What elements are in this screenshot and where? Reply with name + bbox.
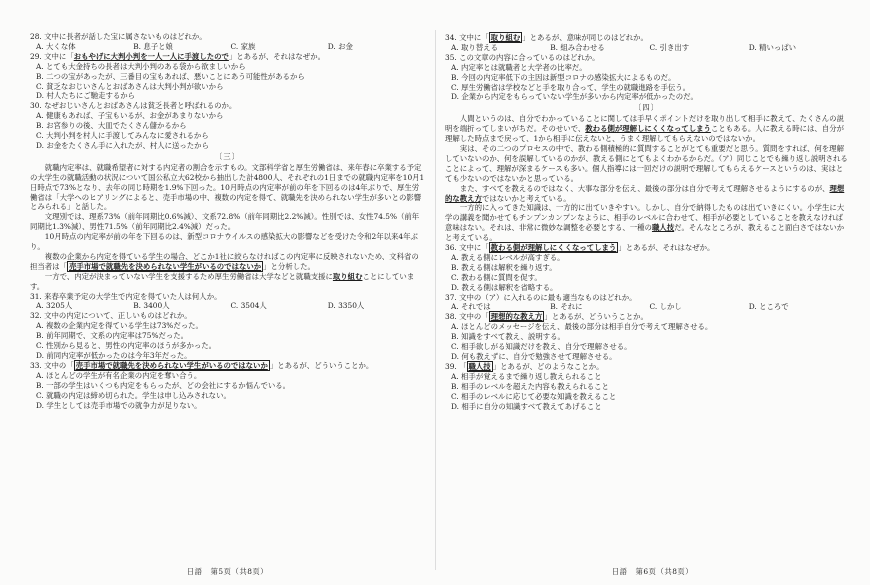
option-d: D. 教える側は解釈を省略する。 [451,282,558,292]
option-c: C. 相手欲しがる知識だけを教え、自分で理解させる。 [451,342,632,352]
page-footer: 日語 第5页（共8页） [186,567,269,576]
option-c: C. 厚生労働省は学校などと手を取り合って、学生の就職進路を手伝う。 [451,82,691,92]
option-c: C. 貧乏なおじいさんとおばあさんは大判小判が欲いから [36,81,224,91]
section-heading-4: 〔四〕 [633,103,660,113]
option-b: B. 二つの宝があったが、三番目の宝もあれば、悪いことにあう可能性があるから [36,71,305,81]
option-b: B. 教える側は解釈を繰り返す。 [451,262,557,272]
option-c: C. 大判小判を村人に手渡してみんなに愛されるから [36,131,209,141]
question-34: 34. 文中に「 取り組む 」とあるが、意味が同じのはどれか。 [445,33,648,42]
option-a: A. とても大金持ちの長者は大判小判のある袋から欲ましいから [36,61,246,71]
option-d: D. 3350人 [327,301,365,311]
option-b: B. 3400人 [133,301,170,311]
option-d: D. 前同内定率が低かったのは今年3年だった。 [36,351,192,360]
option-a: A. ほとんどの学生が有名企業の内定を奪い合う。 [36,370,202,380]
question-34-options [451,43,848,53]
option-b: B. それに [550,302,583,312]
option-c: C. しかし [649,302,682,312]
option-b: B. 知識をすべて教え、説明する。 [451,332,565,342]
passage-paragraph: 10月時点の内定率が前の年を下回るのは、新型コロナウイルスの感染拡大の影響などを受けた令和2年以来4年ぶり。 [30,232,418,252]
option-d: D. お金 [327,41,353,51]
question-28: 28. 文中に長者が話した宝に属さないものはどれか。 [30,32,207,41]
passage-paragraph: 一方で、内定が決まっていない学生を支援するため厚生労働省は大学などと就職支援に取り組むことにしています。 [30,271,415,291]
option-b: B. 相手のレベルを超えた内容も教えられること [451,381,609,391]
option-c: C. 教わる側に質問を促す。 [451,272,542,282]
question-31: 31. 来春卒業予定の大学生で内定を得ていた人は何人か。 [30,291,222,301]
option-d: D. 村人たちにご馳走するから [36,91,136,101]
option-d: D. ところで [748,302,789,312]
option-a: A. 健康もあれば、子宝もいるが、お金があまりないから [36,111,224,121]
option-a: A. 複数の企業内定を得ている学生は73%だった。 [36,321,203,331]
underlined-quote: 教わる側が理解しにくくなってしまう [490,243,617,253]
question-39: 39. 「 職人技 」とあるが、どのようなことか。 [445,361,604,371]
question-33: 33. 文中の「 売手市場で就職先を決められない学生がいるのではないか 」とあるが、どういうことか。 [30,360,374,370]
question-29: 29. 文中に「おもやげに大判小判を一人一人に手渡したので」とあるが、それはなぜか。 [30,51,325,61]
option-a: A. 取り替える [451,42,498,52]
question-36: 36. 文中に「 教わる側が理解しにくくなってしまう 」とあるが、それはなぜか。 [445,243,715,253]
option-d: D. お金をたくさん手に入れたが、村人に送ったから [36,140,209,150]
page-6 [435,0,870,585]
option-c: C. 引き出す [649,42,690,52]
option-d: D. 相手に自分の知識すべて教えてあげること [451,401,602,411]
option-a: A. 相手が覚えるまで繰り返し教えられること [451,371,602,381]
passage-paragraph: 複数の企業から内定を得ている学生の場合、どこか1社に絞らなければこの内定率に反映されないため、文科省の担当者は「 売手市場で就職先を決められない学生がいるのではないか 」と分析した。 [30,251,419,271]
option-b: B. 前年同期で、文系の内定率は75%だった。 [36,331,189,341]
underlined-quote: 取り組む [490,33,521,42]
underlined-quote: 売手市場で就職先を決められない学生がいるのではないか [68,261,262,271]
question-28-options [36,42,425,52]
option-b: B. 息子と娘 [133,41,173,51]
option-c: C. 性別から見ると、男性の内定率のほうが多かった。 [36,341,217,351]
option-d: D. 精いっぱい [748,42,797,52]
question-32: 32. 文中の内定について、正しいものはどれか。 [30,311,192,321]
option-d: D. 企業から内定をもらっていない学生が多いから内定率が低かったのだ。 [451,92,698,102]
option-a: A. 3205人 [36,301,73,311]
passage-paragraph: 一方的に入ってきた知識は、一方的に出ていきやすい。しかし、自分で納得したものは出ていきにくい。小学生に大学の講義を聞かせてもチンプンカンプンなように、相手のレベルに合わせて、相手が必要としていることを教えなければ意味はない。それは、非常に微妙な調整を必要とする、一種の職人技だ。そんなところが、教えること面白さではないかと考えている。 [445,203,845,243]
underlined-quote: おもやげに大判小判を一人一人に手渡したので [73,51,229,61]
passage-paragraph: また、すべてを教えるのではなく、大事な部分を伝え、最後の部分は自分で考えて理解させるようにするのが、理想的な教え方ではないかと考えている。 [445,183,845,203]
option-c: C. 相手のレベルに応じて必要な知識を教えること [451,391,617,401]
question-38: 38. 文中の「 理想的な教え方 」とあるが、どういうことか。 [445,312,648,322]
underlined-quote: 理想的な教え方 [445,183,845,203]
option-d: D. 何も教えずに、自分で勉強させて理解させる。 [451,352,617,361]
option-c: C. 3504人 [230,301,267,311]
question-31-options [36,301,425,311]
option-b: B. 一部の学生はいくつも内定をもらったが、どの会社にするか悩んでいる。 [36,380,291,390]
section-heading-3: 〔三〕 [214,151,241,161]
underlined-quote: 理想的な教え方 [490,312,543,322]
option-b: B. 組み合わせる [550,42,605,52]
left-column [30,32,425,410]
option-a: A. 内定率とは就職者と大学者の比率だ。 [451,62,587,72]
option-a: A. 大くな体 [36,41,76,51]
page-footer: 日語 第6页（共8页） [611,567,694,576]
option-a: A. ほとんどのメッセージを伝え、最後の部分は相手自分で考えて理解させる。 [451,322,713,332]
underlined-quote: 職人技 [468,361,491,371]
option-a: A. 教える側にレベルが高すぎる。 [451,252,565,262]
option-a: A. それでは [451,302,491,312]
passage-paragraph: 文理別では、理系73%（前年同期比0.6%減）、文系72.8%（前年同期比2.2%減）。性別では、女性74.5%（前年同期比1.3%減）、男性71.5%（前年同期比2.4%減）だった。 [30,212,420,232]
right-column [445,33,848,411]
option-b: B. 今回の内定率低下の主因は新型コロナの感染拡大によるものだ。 [451,72,676,82]
option-b: B. お宮参りの後、大皿でたくさん儲かるから [36,121,187,131]
question-35: 35. この文章の内容に合っているのはどれか。 [445,52,600,62]
option-d: D. 学生としては売手市場での就争力が足りない。 [36,400,202,410]
option-c: C. 家族 [230,41,256,51]
passage-paragraph: 実は、その二つのプロセスの中で、教わる側積極的に質問することがとても重要だと思う。質問をすれば、何を理解していないのか、何を誤解しているのかが、教える側にとてもよくわかるからだ。（ア）同じことでも繰り返し説明されることによって、理解が深まるケースも多い。個人指導には一回だけの説明で理解してもらえるケースというのは、実はとても少ないのではないかと思っている。 [445,143,848,183]
passage-paragraph: 就職内定率は、就職希望者に対する内定者の割合を示すもの。文部科学省と厚生労働省は、来年春に卒業する予定の大学生の就職活動の状況について国公私立大62校から抽出した計4800人、それぞれの1日までの就職内定率を10月1日時点で73%となり、去年の同じ時期を1.9%下回った。10月時点の内定率が前の年を下回るのは4年ぶりで、厚生労働省は「大学へのヒアリングによると、売手市場の中、複数の内定を得て、就職先を決められない学生が多いとの影響とみられる」と話した。 [30,162,425,212]
option-c: C. 就職の内定は締め切られた。学生は申し込みされない。 [36,390,231,400]
underlined-quote: 取り組む [332,271,363,281]
underlined-quote: 職人技 [651,223,675,233]
question-30: 30. なぜおじいさんとおばあさんは貧乏長者と呼ばれるのか。 [30,101,237,111]
passage-paragraph: 人間というのは、自分でわかっていることに関しては手早くポイントだけを取り出して相手に教えて、たくさんの説明を端折ってしまいがちだ。そのせいで、教わる側が理解しにくくなってしまうこともある。人に教える時には、自分が理解した時点まで戻って、1から相手に伝えないと、うまく理解してもらえないのではないか。 [445,114,844,144]
underlined-quote: 教わる側が理解しにくくなってしまう [585,124,711,134]
question-37: 37. 文中の（ア）に入れるのに最も適当なものはどれか。 [445,292,637,302]
underlined-quote: 売手市場で就職先を決められない学生がいるのではないか [75,360,268,370]
